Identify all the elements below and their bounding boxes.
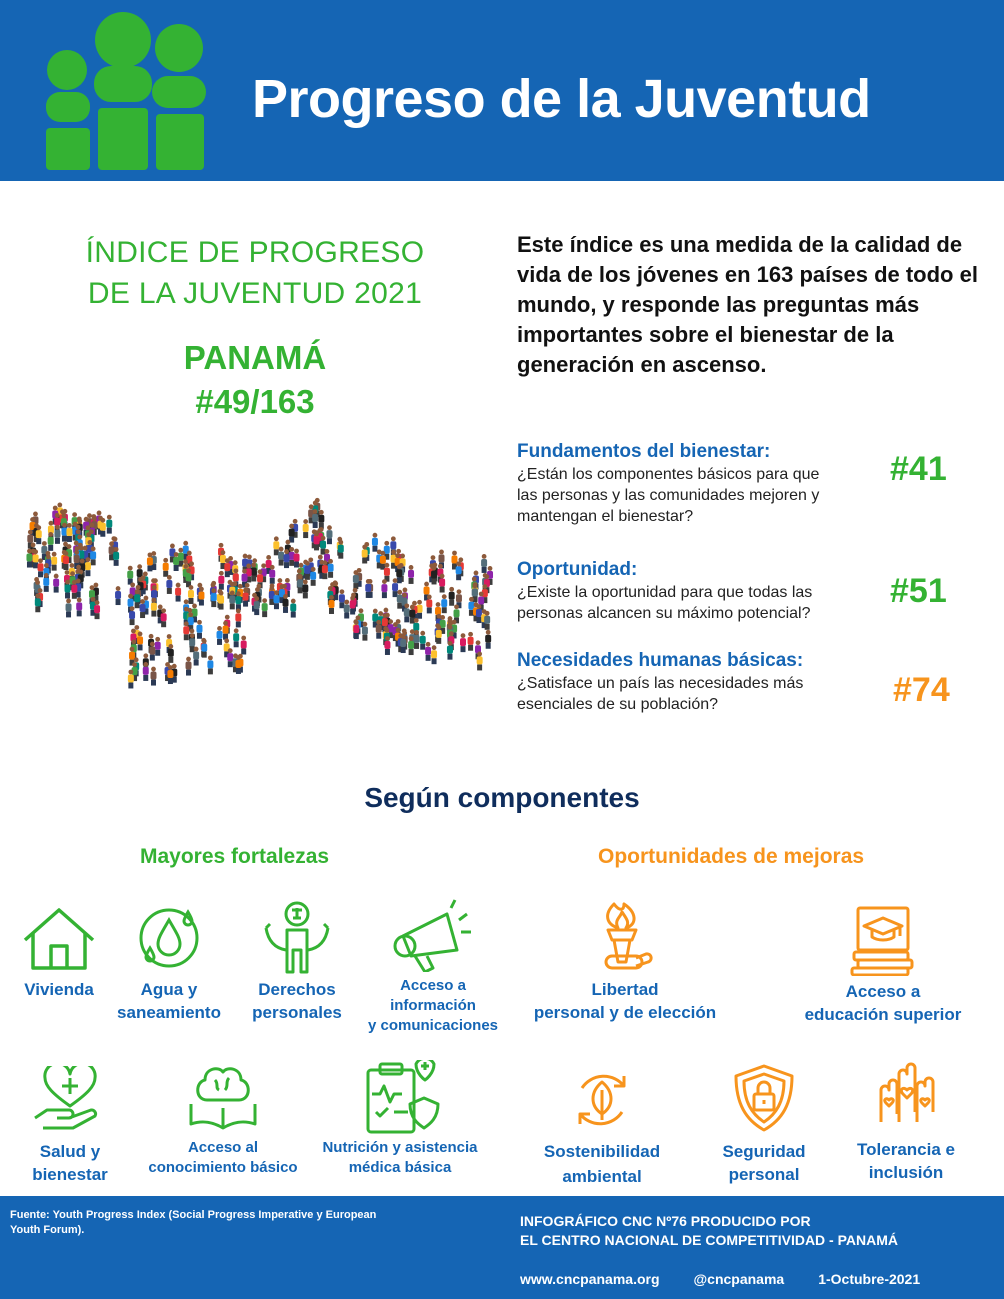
crowd-person xyxy=(51,552,57,571)
crowd-person xyxy=(115,586,121,605)
crowd-person xyxy=(106,515,112,534)
component-tolerancia: Tolerancia e inclusión xyxy=(846,1060,966,1184)
crowd-person xyxy=(163,558,169,577)
crowd-person xyxy=(149,642,155,661)
crowd-person xyxy=(476,604,482,623)
crowd-person xyxy=(283,594,289,613)
component-salud: Salud y bienestar xyxy=(22,1066,118,1186)
crowd-person xyxy=(439,574,445,593)
component-sostenibilidad: Sostenibilidad ambiental xyxy=(532,1068,672,1188)
crowd-person xyxy=(447,641,453,660)
crowd-person xyxy=(449,587,455,606)
metric-rank: #41 xyxy=(890,450,947,488)
crowd-person xyxy=(63,551,69,570)
publication-date: 1-Octubre-2021 xyxy=(818,1271,921,1287)
crowd-person xyxy=(175,583,181,602)
crowd-person xyxy=(150,667,156,686)
crowd-person xyxy=(303,519,309,538)
crowd-person xyxy=(372,533,378,552)
crowd-person xyxy=(310,567,316,586)
crowd-person xyxy=(168,644,174,663)
crowd-person xyxy=(38,558,44,577)
crowd-person xyxy=(322,560,328,579)
country-name: PANAMÁ xyxy=(183,339,327,376)
clipboard-medical-icon xyxy=(360,1060,440,1134)
crowd-person xyxy=(100,518,106,537)
heart-hand-icon xyxy=(33,1066,107,1134)
crowd-person xyxy=(54,525,60,544)
metric-rank: #74 xyxy=(893,671,950,709)
footer-contact-row xyxy=(520,1271,920,1287)
crowd-person xyxy=(384,563,390,582)
crowd-person xyxy=(26,549,32,568)
crowd-person xyxy=(380,551,386,570)
metric-rank: #51 xyxy=(890,572,947,610)
crowd-person xyxy=(485,630,491,649)
metric-label: Oportunidad: xyxy=(517,559,638,580)
crowd-person xyxy=(353,620,359,639)
crowd-person xyxy=(408,565,414,584)
crowd-person xyxy=(161,608,167,627)
crowd-person xyxy=(456,561,462,580)
crowd-person xyxy=(48,532,54,551)
crowd-person xyxy=(353,570,359,589)
crowd-person xyxy=(198,587,204,606)
index-title-line2: DE LA JUVENTUD 2021 xyxy=(87,277,423,310)
crowd-person xyxy=(127,566,133,585)
crowd-person xyxy=(53,574,59,593)
crowd-person xyxy=(48,521,54,540)
component-educacion-superior: Acceso a educación superior xyxy=(788,906,978,1026)
website-link[interactable]: www.cncpanama.org xyxy=(520,1271,660,1287)
crowd-person xyxy=(167,665,173,684)
crowd-person xyxy=(151,598,157,617)
crowd-person xyxy=(441,594,447,613)
crowd-person xyxy=(183,621,189,640)
crowd-person xyxy=(217,626,223,645)
crowd-person xyxy=(137,632,143,651)
graduation-books-icon xyxy=(850,906,916,976)
component-conocimiento: Acceso al conocimiento básico xyxy=(140,1060,306,1178)
crowd-person xyxy=(304,561,310,580)
crowd-person xyxy=(166,575,172,594)
crowd-person xyxy=(235,591,241,610)
crowd-person xyxy=(235,609,241,628)
crowd-person xyxy=(128,670,134,689)
improvements-title: Oportunidades de mejoras xyxy=(598,845,865,868)
crowd-person xyxy=(273,590,279,609)
crowd-person xyxy=(481,554,487,573)
crowd-person xyxy=(460,633,466,652)
crowd-person xyxy=(381,579,387,598)
crowd-person xyxy=(94,600,100,619)
metric-oportunidad xyxy=(517,558,877,624)
crowd-person xyxy=(318,510,324,529)
crowd-person xyxy=(290,599,296,618)
crowd-person xyxy=(392,578,398,597)
crowd-person xyxy=(229,590,235,609)
crowd-person xyxy=(284,549,290,568)
crowd-person xyxy=(294,549,300,568)
metric-label: Fundamentos del bienestar: xyxy=(517,441,771,462)
water-drops-icon xyxy=(136,906,202,970)
crowd-person xyxy=(362,622,368,641)
crowd-person xyxy=(223,621,229,640)
metric-question: ¿Están los componentes básicos para que las personas y las comunidades mejoren y mantengan el bienestar? xyxy=(517,466,820,525)
crowd-person xyxy=(414,630,420,649)
country-rank xyxy=(40,336,470,424)
crowd-person xyxy=(262,598,268,617)
crowd-person xyxy=(218,571,224,590)
crowd-person xyxy=(207,655,213,674)
crowd-person xyxy=(147,552,153,571)
crowd-person xyxy=(211,588,217,607)
panama-crowd-map-image xyxy=(24,490,500,696)
crowd-person xyxy=(193,647,199,666)
crowd-person xyxy=(65,580,71,599)
crowd-person xyxy=(314,532,320,551)
index-title-line1: ÍNDICE DE PROGRESO xyxy=(85,236,425,269)
crowd-person xyxy=(129,606,135,625)
crowd-person xyxy=(269,565,275,584)
crowd-person xyxy=(365,579,371,598)
leaf-cycle-icon xyxy=(572,1068,632,1132)
component-libertad: Libertad personal y de elección xyxy=(520,900,730,1024)
megaphone-icon xyxy=(391,898,475,972)
footer-info-line2: EL CENTRO NACIONAL DE COMPETITIVIDAD - PANAMÁ xyxy=(520,1232,899,1248)
crowd-person xyxy=(173,552,179,571)
metric-label: Necesidades humanas básicas: xyxy=(517,650,804,671)
component-derechos: Derechos personales xyxy=(236,900,358,1024)
footer-info xyxy=(520,1212,898,1250)
index-description: Este índice es una medida de la calidad de vida de los jóvenes en 163 países de todo el mundo, y responde las preguntas más importantes sobre el bienestar de la generación en ascenso. xyxy=(517,232,978,377)
crowd-person xyxy=(134,589,140,608)
crowd-person xyxy=(35,593,41,612)
crowd-person xyxy=(227,648,233,667)
crowd-person xyxy=(140,599,146,618)
crowd-person xyxy=(186,657,192,676)
crowd-person xyxy=(113,547,119,566)
component-seguridad: Seguridad personal xyxy=(704,1064,824,1186)
crowd-person xyxy=(278,547,284,566)
footer-info-line1: INFOGRÁFICO CNC Nº76 PRODUCIDO POR xyxy=(520,1213,811,1229)
crowd-person xyxy=(90,546,96,565)
crowd-person xyxy=(431,645,437,664)
metric-fundamentos xyxy=(517,440,877,527)
crowd-person xyxy=(436,625,442,644)
crowd-person xyxy=(484,611,490,630)
crowd-person xyxy=(254,596,260,615)
metric-question: ¿Existe la oportunidad para que todas las personas alcancen su máximo potencial? xyxy=(517,584,813,622)
crowd-person xyxy=(186,568,192,587)
house-icon xyxy=(21,906,97,972)
component-vivienda: Vivienda xyxy=(14,906,104,1001)
crowd-person xyxy=(36,525,42,544)
crowd-person xyxy=(475,640,481,659)
index-title xyxy=(40,232,470,314)
crowd-person xyxy=(196,620,202,639)
crowd-person xyxy=(289,524,295,543)
crowd-person xyxy=(155,637,161,656)
component-nutricion: Nutrición y asistencia médica básica xyxy=(310,1060,490,1178)
crowd-person xyxy=(143,662,149,681)
crowd-person xyxy=(302,580,308,599)
raised-hands-icon xyxy=(871,1060,941,1126)
crowd-person xyxy=(312,509,318,528)
crowd-person xyxy=(344,600,350,619)
footer xyxy=(0,1196,1004,1299)
crowd-person xyxy=(420,631,426,650)
crowd-person xyxy=(400,634,406,653)
crowd-person xyxy=(241,636,247,655)
crowd-person xyxy=(384,636,390,655)
crowd-person xyxy=(224,558,230,577)
crowd-person xyxy=(404,603,410,622)
crowd-person xyxy=(243,588,249,607)
crowd-person xyxy=(408,636,414,655)
crowd-person xyxy=(326,525,332,544)
crowd-person xyxy=(328,559,334,578)
crowd-person xyxy=(329,595,335,614)
crowd-person xyxy=(233,628,239,647)
shield-lock-icon xyxy=(732,1064,796,1132)
crowd-person xyxy=(201,639,207,658)
crowd-person xyxy=(426,595,432,614)
crowd-person xyxy=(297,574,303,593)
metric-question: ¿Satisface un país las necesidades más esenciales de su población? xyxy=(517,675,804,713)
torch-icon xyxy=(592,900,658,976)
crowd-person xyxy=(235,655,241,674)
crowd-person xyxy=(43,573,49,592)
crowd-person xyxy=(71,580,77,599)
page-title: Progreso de la Juventud xyxy=(252,69,871,129)
crowd-person xyxy=(338,540,344,559)
brain-book-icon xyxy=(185,1060,261,1130)
crowd-person xyxy=(188,585,194,604)
youth-people-logo-icon xyxy=(38,6,208,170)
crowd-person xyxy=(477,652,483,671)
crowd-person xyxy=(218,591,224,610)
crowd-person xyxy=(66,523,72,542)
social-handle[interactable]: @cncpanama xyxy=(693,1271,785,1287)
crowd-person xyxy=(372,609,378,628)
components-title: Según componentes xyxy=(364,782,640,813)
component-acceso-informacion: Acceso a información y comunicaciones xyxy=(358,898,508,1036)
overall-rank: #49/163 xyxy=(195,383,315,420)
crowd-person xyxy=(273,536,279,555)
metric-necesidades xyxy=(517,649,877,715)
component-agua: Agua y saneamiento xyxy=(106,906,232,1024)
crowd-person xyxy=(431,566,437,585)
source-note: Fuente: Youth Progress Index (Social Progress Imperative y European Youth Forum). xyxy=(10,1209,377,1236)
crowd-person xyxy=(362,545,368,564)
crowd-person xyxy=(76,597,82,616)
crowd-person xyxy=(350,596,356,615)
crowd-person xyxy=(339,589,345,608)
header-banner xyxy=(0,0,1004,181)
crowd-person xyxy=(376,620,382,639)
crowd-person xyxy=(468,632,474,651)
strengths-title: Mayores fortalezas xyxy=(140,845,330,868)
crowd-person xyxy=(85,557,91,576)
crowd-person xyxy=(66,599,72,618)
crowd-person xyxy=(425,642,431,661)
person-rights-icon xyxy=(262,900,332,974)
